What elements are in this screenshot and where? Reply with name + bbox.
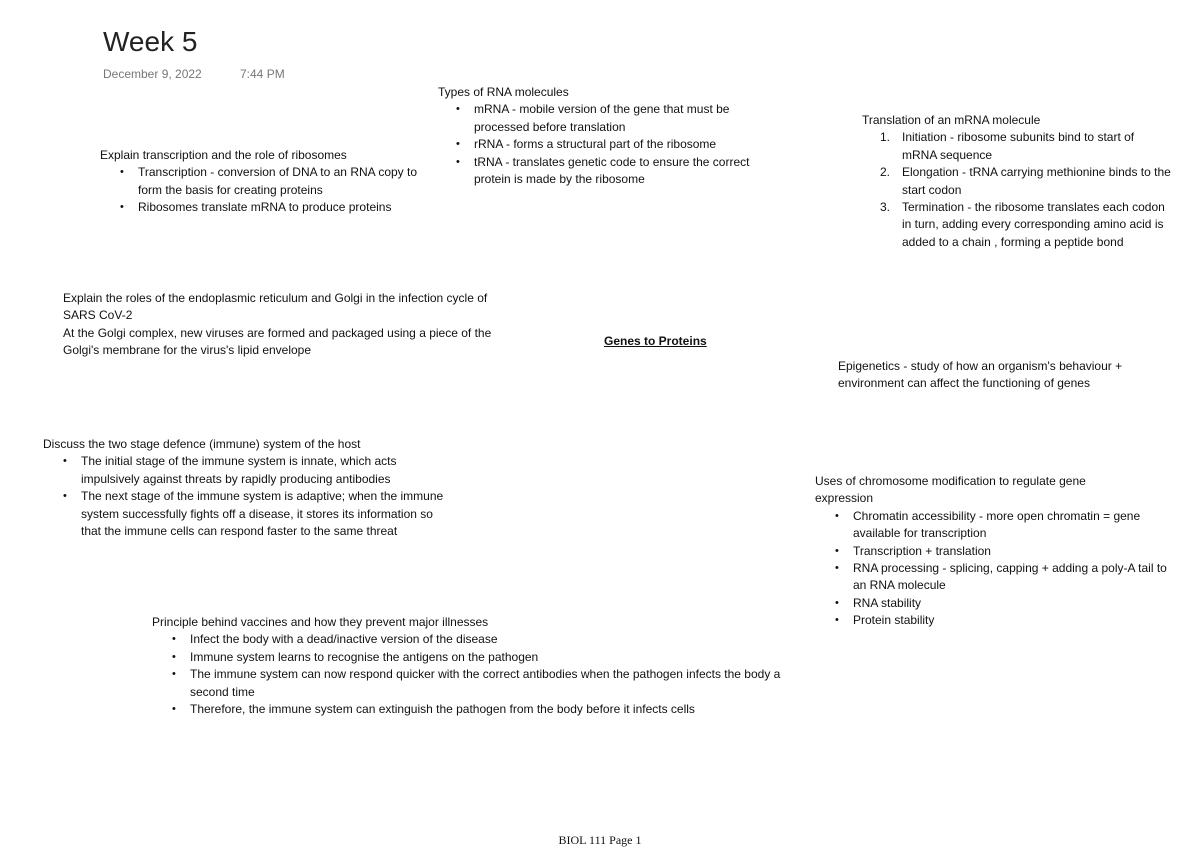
list-item: • Chromatin accessibility - more open chromatin = gene available for transcription	[835, 508, 1175, 543]
list-item: • Immune system learns to recognise the antigens on the pathogen	[172, 649, 792, 666]
list-item: • mRNA - mobile version of the gene that must be processed before translation	[456, 101, 758, 136]
list-item: • tRNA - translates genetic code to ensure the correct protein is made by the ribosome	[456, 154, 758, 189]
er-golgi-body: At the Golgi complex, new viruses are formed and packaged using a piece of the Golgi's membrane for the virus's lipid envelope	[63, 325, 492, 358]
list-item: • Transcription - conversion of DNA to an RNA copy to form the basis for creating proteins	[120, 164, 440, 199]
chromosome-block	[815, 473, 1175, 630]
list-item: • The initial stage of the immune system is innate, which acts impulsively against threats by rapidly producing antibodies	[63, 453, 453, 488]
page-footer: BIOL 111 Page 1	[558, 833, 642, 847]
transcription-heading: Explain transcription and the role of ribosomes	[100, 148, 347, 162]
list-item: 3. Termination - the ribosome translates each codon in turn, adding every corresponding amino acid is added to a chain , forming a peptide bond	[880, 200, 1165, 249]
center-title: Genes to Proteins	[604, 334, 707, 348]
page-time: 7:44 PM	[240, 67, 285, 81]
list-item: • The immune system can now respond quicker with the correct antibodies when the pathogen infects the body a second time	[172, 666, 792, 701]
list-item: • RNA processing - splicing, capping + adding a poly-A tail to an RNA molecule	[835, 560, 1175, 595]
list-item: • Infect the body with a dead/inactive version of the disease	[172, 631, 792, 648]
page-title: Week 5	[103, 26, 198, 57]
list-item: 1. Initiation - ribosome subunits bind to start of mRNA sequence	[880, 130, 1135, 162]
er-golgi-block	[63, 290, 513, 360]
chromosome-heading: Uses of chromosome modification to regulate gene expression	[815, 474, 1086, 506]
vaccines-block	[152, 614, 792, 718]
immune-heading: Discuss the two stage defence (immune) system of the host	[43, 437, 361, 451]
immune-block	[43, 436, 453, 540]
list-item: 2. Elongation - tRNA carrying methionine binds to the start codon	[880, 165, 1171, 197]
list-item-text: Termination - the ribosome translates each codon in turn, adding every corresponding amino acid is added to a chain , forming a peptide bond	[902, 200, 1165, 249]
epigenetics-text: Epigenetics - study of how an organism's behaviour + environment can affect the functioning of genes	[838, 359, 1123, 391]
epigenetics-block	[838, 358, 1158, 393]
translation-block	[862, 112, 1172, 251]
list-item: • Protein stability	[835, 612, 1175, 629]
rna-types-heading: Types of RNA molecules	[438, 85, 569, 99]
transcription-block	[100, 147, 440, 217]
list-item: • Ribosomes translate mRNA to produce proteins	[120, 199, 440, 216]
vaccines-heading: Principle behind vaccines and how they prevent major illnesses	[152, 615, 489, 629]
list-item-text: Elongation - tRNA carrying methionine binds to the start codon	[902, 165, 1171, 197]
list-item: • Transcription + translation	[835, 543, 1175, 560]
er-golgi-heading: Explain the roles of the endoplasmic reticulum and Golgi in the infection cycle of SARS CoV-2	[63, 291, 488, 323]
rna-types-block	[438, 84, 758, 188]
list-item: • RNA stability	[835, 595, 1175, 612]
list-item: • Therefore, the immune system can extinguish the pathogen from the body before it infects cells	[172, 701, 792, 718]
list-item: • rRNA - forms a structural part of the ribosome	[456, 136, 758, 153]
list-item: • The next stage of the immune system is adaptive; when the immune system successfully fights off a disease, it stores its information so that the immune cells can respond faster to the same threat	[63, 488, 453, 540]
page-date: December 9, 2022	[103, 67, 202, 81]
list-item-text: Initiation - ribosome subunits bind to start of mRNA sequence	[902, 130, 1135, 162]
translation-heading: Translation of an mRNA molecule	[862, 113, 1041, 127]
